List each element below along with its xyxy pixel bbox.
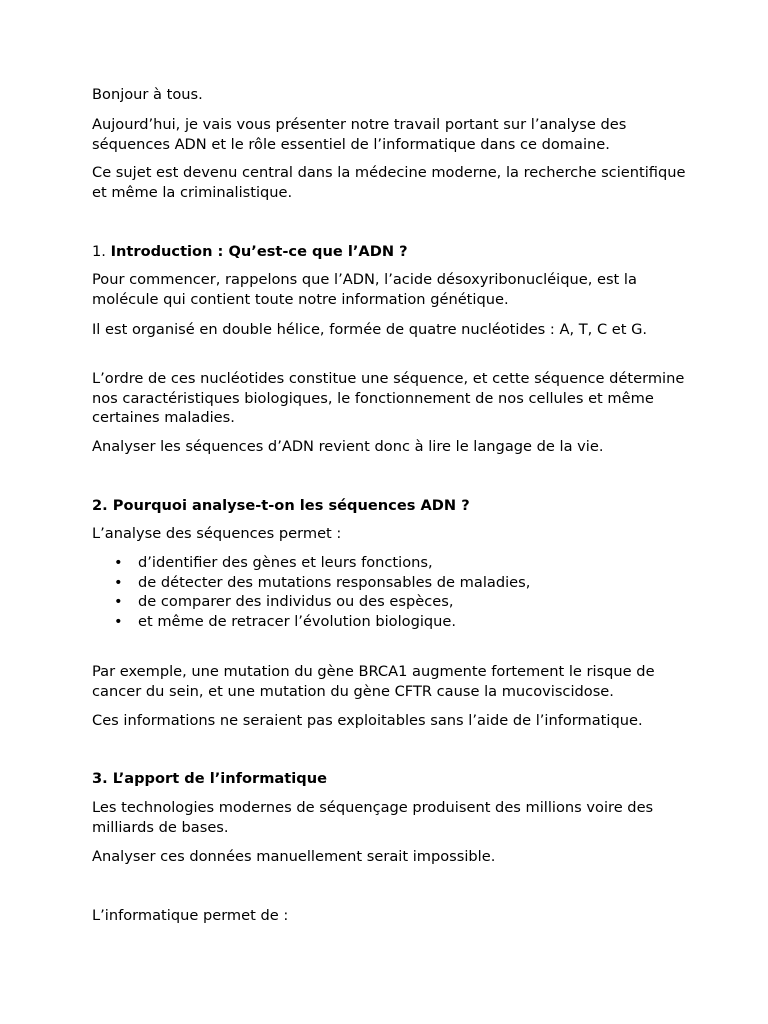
list-item <box>92 612 692 632</box>
section-1-heading <box>92 242 692 262</box>
bullet-icon: • <box>114 612 123 630</box>
section-3-paragraph-3: L’informatique permet de : <box>92 907 289 924</box>
section-1-paragraph-1: Pour commencer, rappelons que l’ADN, l’acide désoxyribonucléique, est la molécule qui contient toute notre information génétique. <box>92 271 637 308</box>
section-2-heading: 2. Pourquoi analyse-t-on les séquences ADN ? <box>92 497 470 514</box>
list-item <box>92 592 692 612</box>
section-2-paragraph-2: Ces informations ne seraient pas exploitables sans l’aide de l’informatique. <box>92 712 643 729</box>
section-1-number: 1. <box>92 243 111 260</box>
bullet-icon: • <box>114 573 123 591</box>
section-1-paragraph-2: Il est organisé en double hélice, formée de quatre nucléotides : A, T, C et G. <box>92 321 648 338</box>
section-3-paragraph-1: Les technologies modernes de séquençage produisent des millions voire des milliards de bases. <box>92 799 654 836</box>
section-2-bullet-list <box>92 553 692 631</box>
intro-paragraph-1: Aujourd’hui, je vais vous présenter notre travail portant sur l’analyse des séquences ADN et le rôle essentiel de l’informatique dans ce domaine. <box>92 116 627 153</box>
list-item-text: et même de retracer l’évolution biologique. <box>138 612 457 630</box>
list-item <box>92 573 692 593</box>
greeting: Bonjour à tous. <box>92 86 203 103</box>
list-item-text: de comparer des individus ou des espèces, <box>138 593 454 611</box>
section-3-paragraph-2: Analyser ces données manuellement serait impossible. <box>92 848 496 865</box>
bullet-icon: • <box>114 554 123 571</box>
intro-paragraph-2: Ce sujet est devenu central dans la médecine moderne, la recherche scientifique et même la criminalistique. <box>92 164 686 201</box>
section-2-paragraph-1: Par exemple, une mutation du gène BRCA1 augmente fortement le risque de cancer du sein, et une mutation du gène CFTR cause la mucoviscidose. <box>92 663 655 700</box>
section-1-paragraph-3: L’ordre de ces nucléotides constitue une séquence, et cette séquence détermine nos caractéristiques biologiques, le fonctionnement de nos cellules et même certaines maladies. <box>92 370 685 427</box>
section-1-title: Introduction : Qu’est-ce que l’ADN ? <box>110 243 408 260</box>
bullet-icon: • <box>114 593 123 611</box>
list-item-text: de détecter des mutations responsables de maladies, <box>138 573 531 591</box>
list-item-text: d’identifier des gènes et leurs fonctions, <box>138 554 433 571</box>
section-1-paragraph-4: Analyser les séquences d’ADN revient donc à lire le langage de la vie. <box>92 438 604 455</box>
section-3-heading: 3. L’apport de l’informatique <box>92 770 327 787</box>
list-item <box>92 553 692 573</box>
section-2-lead: L’analyse des séquences permet : <box>92 525 342 542</box>
